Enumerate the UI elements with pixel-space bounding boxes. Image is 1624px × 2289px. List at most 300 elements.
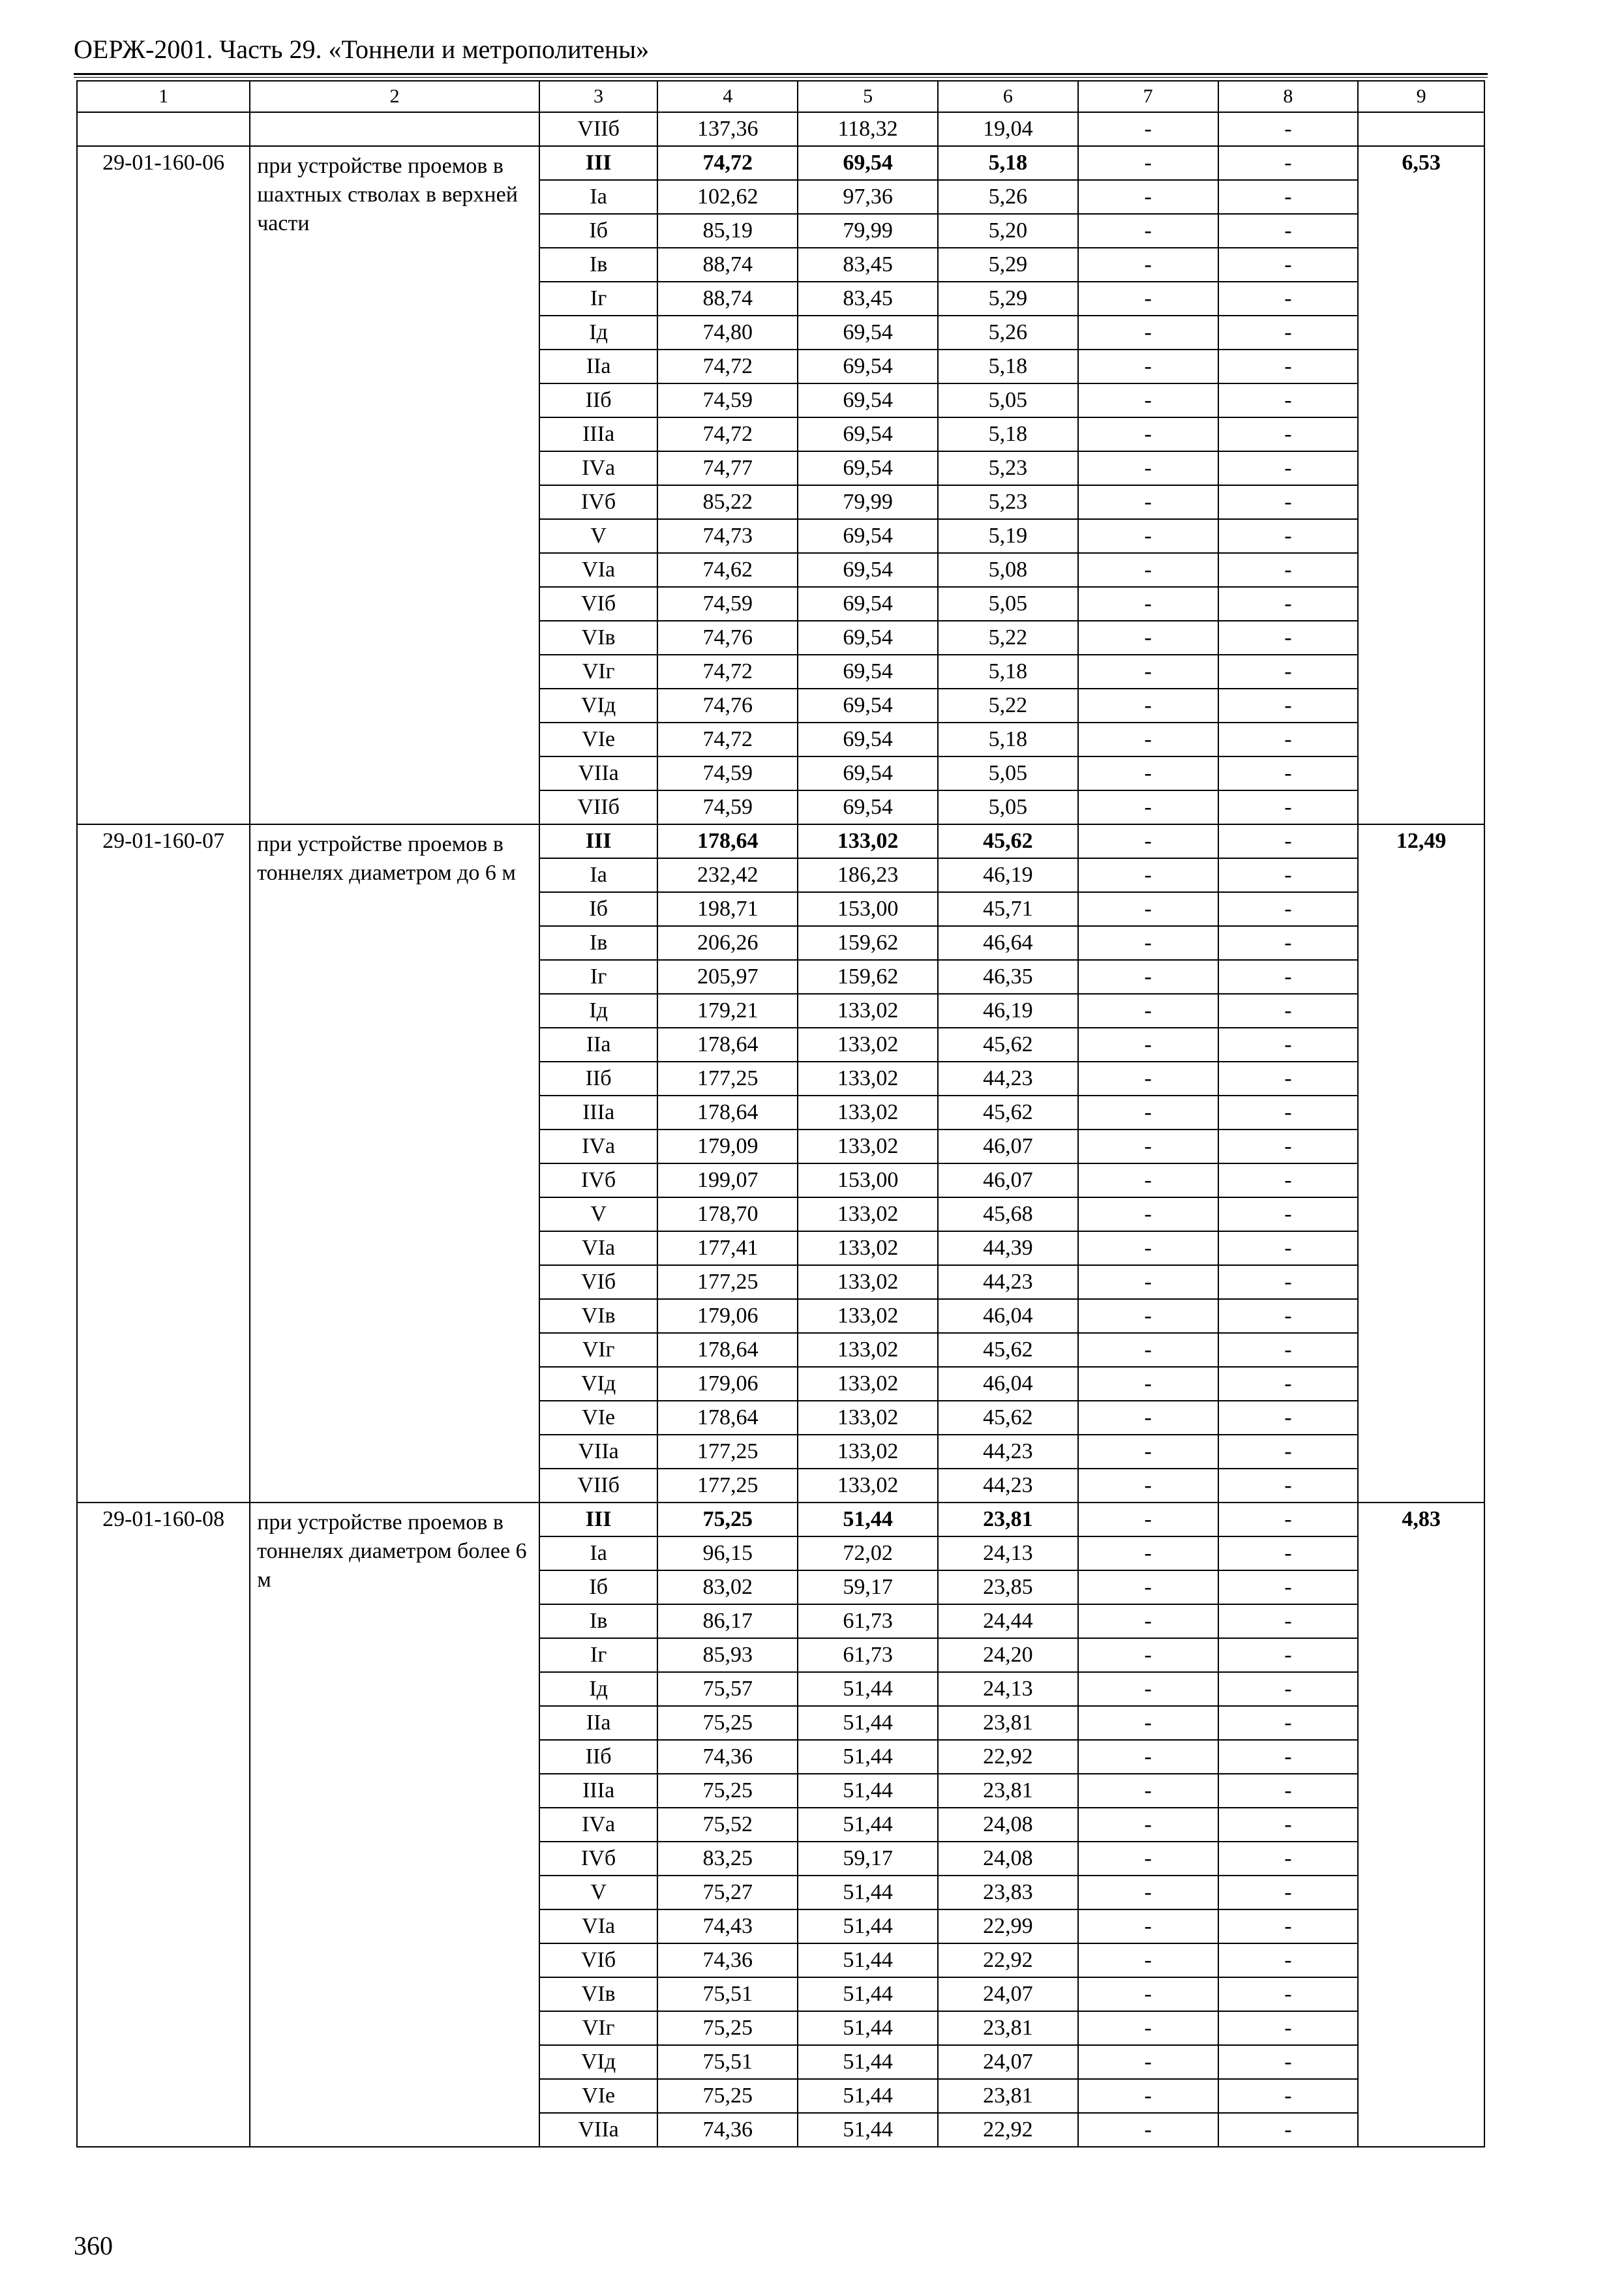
table-cell: VIг [539, 655, 658, 689]
table-cell: 5,23 [938, 485, 1078, 519]
table-cell: - [1218, 926, 1359, 960]
table-cell: 5,18 [938, 417, 1078, 451]
table-cell: VIг [539, 1333, 658, 1367]
table-cell: IIб [539, 1062, 658, 1096]
code-cell: 29-01-160-06 [77, 146, 250, 824]
description-cell [250, 112, 539, 146]
table-cell: - [1218, 1842, 1359, 1876]
table-cell: - [1078, 689, 1218, 723]
table-cell: - [1218, 1503, 1359, 1536]
table-cell: - [1078, 790, 1218, 824]
table-cell: - [1078, 1503, 1218, 1536]
table-cell: - [1078, 451, 1218, 485]
table-cell: - [1218, 1536, 1359, 1570]
table-cell: 23,81 [938, 1706, 1078, 1740]
table-cell: - [1078, 1943, 1218, 1977]
table-cell: Iа [539, 1536, 658, 1570]
table-cell: 74,59 [657, 383, 798, 417]
table-cell: 46,19 [938, 994, 1078, 1028]
table-cell: 24,08 [938, 1842, 1078, 1876]
table-cell: - [1078, 1876, 1218, 1909]
table-cell: 69,54 [798, 790, 938, 824]
table-cell: - [1078, 1163, 1218, 1197]
table-cell: 45,62 [938, 1096, 1078, 1130]
table-cell: IIб [539, 383, 658, 417]
table-cell: 133,02 [798, 824, 938, 858]
table-cell: 5,05 [938, 587, 1078, 621]
code-cell: 29-01-160-08 [77, 1503, 250, 2147]
column-header: 1 [77, 81, 250, 112]
table-cell: 159,62 [798, 926, 938, 960]
table-cell: 199,07 [657, 1163, 798, 1197]
total-cell: 12,49 [1358, 824, 1484, 1503]
table-cell: 5,20 [938, 214, 1078, 248]
table-cell: VIг [539, 2011, 658, 2045]
table-cell: 23,81 [938, 1503, 1078, 1536]
table-cell: 133,02 [798, 1435, 938, 1469]
description-cell: при устройстве проемов в тоннелях диаметром более 6 м [250, 1503, 539, 2147]
table-cell: VIа [539, 553, 658, 587]
table-cell: 59,17 [798, 1842, 938, 1876]
table-cell: 69,54 [798, 519, 938, 553]
table-cell: - [1078, 1808, 1218, 1842]
table-cell: Iд [539, 316, 658, 350]
table-cell: 133,02 [798, 1469, 938, 1503]
table-cell: - [1078, 1062, 1218, 1096]
table-cell: 74,59 [657, 587, 798, 621]
table-cell: 74,73 [657, 519, 798, 553]
table-cell: 75,25 [657, 1706, 798, 1740]
table-cell: - [1078, 282, 1218, 316]
table-cell: - [1078, 1842, 1218, 1876]
table-cell: 79,99 [798, 485, 938, 519]
table-cell: Iд [539, 1672, 658, 1706]
table-cell: - [1218, 1197, 1359, 1231]
table-cell: - [1218, 553, 1359, 587]
table-cell: - [1078, 621, 1218, 655]
table-cell: - [1078, 180, 1218, 214]
table-cell: 198,71 [657, 892, 798, 926]
table-cell: - [1078, 1096, 1218, 1130]
table-cell: 5,19 [938, 519, 1078, 553]
total-cell [1358, 112, 1484, 146]
table-cell: - [1218, 316, 1359, 350]
table-cell: - [1078, 2045, 1218, 2079]
table-cell: - [1078, 519, 1218, 553]
table-cell: - [1078, 2079, 1218, 2113]
column-header: 2 [250, 81, 539, 112]
table-cell: 24,08 [938, 1808, 1078, 1842]
table-cell: - [1078, 316, 1218, 350]
table-cell: 23,83 [938, 1876, 1078, 1909]
table-cell: 75,52 [657, 1808, 798, 1842]
table-cell: - [1218, 383, 1359, 417]
table-cell: 75,25 [657, 1774, 798, 1808]
table-cell: - [1218, 1909, 1359, 1943]
table-cell: 5,18 [938, 655, 1078, 689]
table-cell: 44,23 [938, 1062, 1078, 1096]
column-header-row [77, 81, 1484, 112]
table-cell: - [1078, 723, 1218, 756]
table-cell: - [1078, 553, 1218, 587]
table-cell: 44,39 [938, 1231, 1078, 1265]
table-cell: 51,44 [798, 1876, 938, 1909]
table-cell: III [539, 1503, 658, 1536]
table-cell: 205,97 [657, 960, 798, 994]
table-cell: VIIб [539, 790, 658, 824]
table-cell: 178,64 [657, 1028, 798, 1062]
table-cell: VIе [539, 2079, 658, 2113]
table-cell: 24,07 [938, 1977, 1078, 2011]
table-cell: - [1218, 1774, 1359, 1808]
table-cell: - [1218, 1163, 1359, 1197]
table-cell: 74,59 [657, 756, 798, 790]
table-cell: - [1078, 1367, 1218, 1401]
table-cell: 59,17 [798, 1570, 938, 1604]
table-cell: 51,44 [798, 1808, 938, 1842]
table-cell: - [1078, 1231, 1218, 1265]
table-cell: 186,23 [798, 858, 938, 892]
table-cell: 177,41 [657, 1231, 798, 1265]
table-cell: 133,02 [798, 1367, 938, 1401]
table-cell: 96,15 [657, 1536, 798, 1570]
table-cell: 5,23 [938, 451, 1078, 485]
table-cell: Iа [539, 180, 658, 214]
table-cell: 88,74 [657, 282, 798, 316]
table-cell: 75,25 [657, 2011, 798, 2045]
table-cell: 74,62 [657, 553, 798, 587]
table-cell: - [1078, 892, 1218, 926]
table-cell: VIв [539, 1977, 658, 2011]
table-row [77, 146, 1484, 180]
table-cell: - [1078, 1909, 1218, 1943]
table-cell: Iг [539, 960, 658, 994]
table-cell: - [1218, 1231, 1359, 1265]
table-cell: 45,62 [938, 824, 1078, 858]
table-cell: - [1078, 1536, 1218, 1570]
table-cell: - [1218, 1638, 1359, 1672]
table-cell: 51,44 [798, 1503, 938, 1536]
table-cell: - [1218, 1706, 1359, 1740]
table-cell: - [1218, 350, 1359, 383]
table-cell: 178,64 [657, 1401, 798, 1435]
table-cell: 133,02 [798, 1265, 938, 1299]
table-cell: - [1078, 1401, 1218, 1435]
table-cell: 85,93 [657, 1638, 798, 1672]
table-cell: Iг [539, 282, 658, 316]
table-cell: IIа [539, 350, 658, 383]
table-cell: 74,72 [657, 723, 798, 756]
table-cell: VIд [539, 2045, 658, 2079]
table-cell: 5,05 [938, 756, 1078, 790]
table-cell: 23,85 [938, 1570, 1078, 1604]
table-cell: 74,36 [657, 2113, 798, 2147]
table-cell: 74,76 [657, 689, 798, 723]
table-cell: - [1078, 2011, 1218, 2045]
table-cell: V [539, 1197, 658, 1231]
table-cell: - [1078, 1333, 1218, 1367]
table-cell: - [1218, 180, 1359, 214]
table-cell: 51,44 [798, 1706, 938, 1740]
table-cell: 177,25 [657, 1265, 798, 1299]
table-cell: 179,06 [657, 1367, 798, 1401]
table-cell: 69,54 [798, 756, 938, 790]
table-cell: - [1218, 1435, 1359, 1469]
rates-table [76, 80, 1485, 2147]
table-cell: 23,81 [938, 1774, 1078, 1808]
table-cell: III [539, 824, 658, 858]
table-cell: 133,02 [798, 994, 938, 1028]
table-cell: 133,02 [798, 1197, 938, 1231]
table-cell: 74,43 [657, 1909, 798, 1943]
table-cell: 83,02 [657, 1570, 798, 1604]
table-cell: VIа [539, 1909, 658, 1943]
table-cell: 88,74 [657, 248, 798, 282]
table-cell: - [1218, 587, 1359, 621]
table-cell: 133,02 [798, 1096, 938, 1130]
table-cell: IIа [539, 1028, 658, 1062]
header-rule [74, 73, 1488, 75]
table-cell: 69,54 [798, 621, 938, 655]
table-cell: 19,04 [938, 112, 1078, 146]
table-cell: - [1218, 1808, 1359, 1842]
table-cell: - [1218, 2113, 1359, 2147]
table-cell: 133,02 [798, 1333, 938, 1367]
table-cell: - [1218, 248, 1359, 282]
table-cell: 22,92 [938, 2113, 1078, 2147]
table-cell: IVб [539, 1163, 658, 1197]
table-cell: 22,92 [938, 1943, 1078, 1977]
table-cell: - [1078, 858, 1218, 892]
table-cell: 46,19 [938, 858, 1078, 892]
total-cell: 4,83 [1358, 1503, 1484, 2147]
table-cell: 45,71 [938, 892, 1078, 926]
table-cell: - [1078, 146, 1218, 180]
table-cell: 45,62 [938, 1401, 1078, 1435]
table-cell: 51,44 [798, 2045, 938, 2079]
table-cell: 178,64 [657, 824, 798, 858]
table-cell: 86,17 [657, 1604, 798, 1638]
table-cell: 75,57 [657, 1672, 798, 1706]
table-cell: IVа [539, 1130, 658, 1163]
table-cell: Iб [539, 214, 658, 248]
table-cell: 75,25 [657, 2079, 798, 2113]
table-cell: - [1078, 1604, 1218, 1638]
table-cell: 153,00 [798, 892, 938, 926]
table-cell: 102,62 [657, 180, 798, 214]
table-cell: - [1078, 587, 1218, 621]
table-cell: 22,99 [938, 1909, 1078, 1943]
table-cell: - [1218, 146, 1359, 180]
table-cell: Iд [539, 994, 658, 1028]
table-cell: - [1218, 655, 1359, 689]
table-cell: IVа [539, 451, 658, 485]
table-cell: Iб [539, 892, 658, 926]
table-cell: VIIа [539, 1435, 658, 1469]
table-cell: 44,23 [938, 1435, 1078, 1469]
table-cell: 74,77 [657, 451, 798, 485]
table-cell: 74,36 [657, 1740, 798, 1774]
table-cell: 133,02 [798, 1130, 938, 1163]
table-cell: 23,81 [938, 2011, 1078, 2045]
table-cell: - [1218, 1062, 1359, 1096]
table-cell: 75,25 [657, 1503, 798, 1536]
table-cell: - [1218, 790, 1359, 824]
table-cell: - [1218, 892, 1359, 926]
table-cell: - [1218, 756, 1359, 790]
table-cell: - [1218, 214, 1359, 248]
table-cell: - [1218, 1469, 1359, 1503]
table-cell: 118,32 [798, 112, 938, 146]
table-cell: - [1218, 2079, 1359, 2113]
table-cell: 75,51 [657, 2045, 798, 2079]
table-cell: VIб [539, 1943, 658, 1977]
table-cell: 5,22 [938, 689, 1078, 723]
table-cell: VIе [539, 723, 658, 756]
table-cell: - [1078, 1706, 1218, 1740]
table-cell: 69,54 [798, 383, 938, 417]
table-cell: 61,73 [798, 1638, 938, 1672]
table-cell: - [1078, 2113, 1218, 2147]
table-cell: - [1078, 112, 1218, 146]
table-cell: - [1218, 1604, 1359, 1638]
table-cell: Iб [539, 1570, 658, 1604]
table-cell: - [1218, 2011, 1359, 2045]
table-row [77, 824, 1484, 858]
table-cell: 83,45 [798, 282, 938, 316]
table-cell: - [1078, 1774, 1218, 1808]
column-header: 6 [938, 81, 1078, 112]
table-cell: VIб [539, 1265, 658, 1299]
table-cell: - [1218, 858, 1359, 892]
column-header: 3 [539, 81, 658, 112]
table-cell: - [1218, 1333, 1359, 1367]
table-cell: - [1078, 1672, 1218, 1706]
table-cell: 177,25 [657, 1435, 798, 1469]
rates-table-body [77, 81, 1484, 2147]
table-cell: VIб [539, 587, 658, 621]
table-cell: 24,07 [938, 2045, 1078, 2079]
table-cell: 51,44 [798, 1672, 938, 1706]
table-cell: VIа [539, 1231, 658, 1265]
table-cell: - [1078, 1570, 1218, 1604]
table-cell: 44,23 [938, 1469, 1078, 1503]
table-cell: 133,02 [798, 1401, 938, 1435]
table-cell: - [1218, 1672, 1359, 1706]
table-cell: - [1218, 1367, 1359, 1401]
table-cell: - [1078, 1435, 1218, 1469]
table-cell: - [1078, 960, 1218, 994]
table-cell: 74,72 [657, 350, 798, 383]
table-cell: - [1218, 485, 1359, 519]
header-rule-thin [74, 77, 1488, 78]
table-cell: 5,18 [938, 146, 1078, 180]
table-cell: IIIа [539, 1774, 658, 1808]
table-cell: 5,29 [938, 282, 1078, 316]
table-cell: 45,68 [938, 1197, 1078, 1231]
table-cell: 179,06 [657, 1299, 798, 1333]
table-cell: 44,23 [938, 1265, 1078, 1299]
table-cell: - [1078, 1299, 1218, 1333]
table-cell: - [1218, 2045, 1359, 2079]
table-cell: 69,54 [798, 655, 938, 689]
table-cell: - [1078, 1028, 1218, 1062]
table-cell: 177,25 [657, 1062, 798, 1096]
table-cell: VIIа [539, 2113, 658, 2147]
table-cell: IIа [539, 1706, 658, 1740]
table-cell: - [1218, 1028, 1359, 1062]
table-cell: 69,54 [798, 316, 938, 350]
total-cell: 6,53 [1358, 146, 1484, 824]
table-cell: 74,72 [657, 146, 798, 180]
table-cell: VIIа [539, 756, 658, 790]
table-cell: 5,18 [938, 723, 1078, 756]
table-cell: 51,44 [798, 1977, 938, 2011]
table-cell: 69,54 [798, 146, 938, 180]
table-cell: 206,26 [657, 926, 798, 960]
table-cell: IIIа [539, 1096, 658, 1130]
table-cell: - [1078, 1977, 1218, 2011]
table-cell: 74,76 [657, 621, 798, 655]
table-cell: 24,20 [938, 1638, 1078, 1672]
table-cell: - [1078, 350, 1218, 383]
table-cell: 45,62 [938, 1333, 1078, 1367]
table-cell: 178,64 [657, 1096, 798, 1130]
table-cell: Iг [539, 1638, 658, 1672]
table-cell: 69,54 [798, 350, 938, 383]
table-cell: Iв [539, 248, 658, 282]
table-cell: 51,44 [798, 1740, 938, 1774]
table-cell: Iв [539, 1604, 658, 1638]
table-cell: III [539, 146, 658, 180]
table-cell: IVа [539, 1808, 658, 1842]
table-cell: - [1078, 417, 1218, 451]
table-cell: 46,07 [938, 1163, 1078, 1197]
table-cell: 133,02 [798, 1028, 938, 1062]
table-cell: 75,27 [657, 1876, 798, 1909]
table-cell: - [1218, 1876, 1359, 1909]
table-cell: - [1078, 926, 1218, 960]
table-cell: V [539, 1876, 658, 1909]
table-cell: - [1078, 1638, 1218, 1672]
table-cell: Iа [539, 858, 658, 892]
table-cell: 69,54 [798, 689, 938, 723]
table-cell: - [1218, 1943, 1359, 1977]
table-cell: - [1078, 485, 1218, 519]
table-cell: 85,22 [657, 485, 798, 519]
table-cell: 69,54 [798, 417, 938, 451]
table-cell: - [1218, 451, 1359, 485]
table-cell: - [1078, 994, 1218, 1028]
table-cell: - [1218, 1096, 1359, 1130]
table-cell: - [1078, 756, 1218, 790]
table-cell: - [1078, 1469, 1218, 1503]
table-cell: - [1078, 383, 1218, 417]
table-cell: 178,70 [657, 1197, 798, 1231]
table-cell: 5,26 [938, 180, 1078, 214]
table-cell: 46,04 [938, 1299, 1078, 1333]
table-cell: 133,02 [798, 1299, 938, 1333]
table-cell: - [1218, 519, 1359, 553]
table-cell: 24,13 [938, 1672, 1078, 1706]
table-cell: - [1218, 282, 1359, 316]
table-cell: 179,21 [657, 994, 798, 1028]
table-cell: IIIа [539, 417, 658, 451]
table-cell: 51,44 [798, 1943, 938, 1977]
table-cell: 97,36 [798, 180, 938, 214]
table-cell: 83,25 [657, 1842, 798, 1876]
table-cell: - [1218, 723, 1359, 756]
